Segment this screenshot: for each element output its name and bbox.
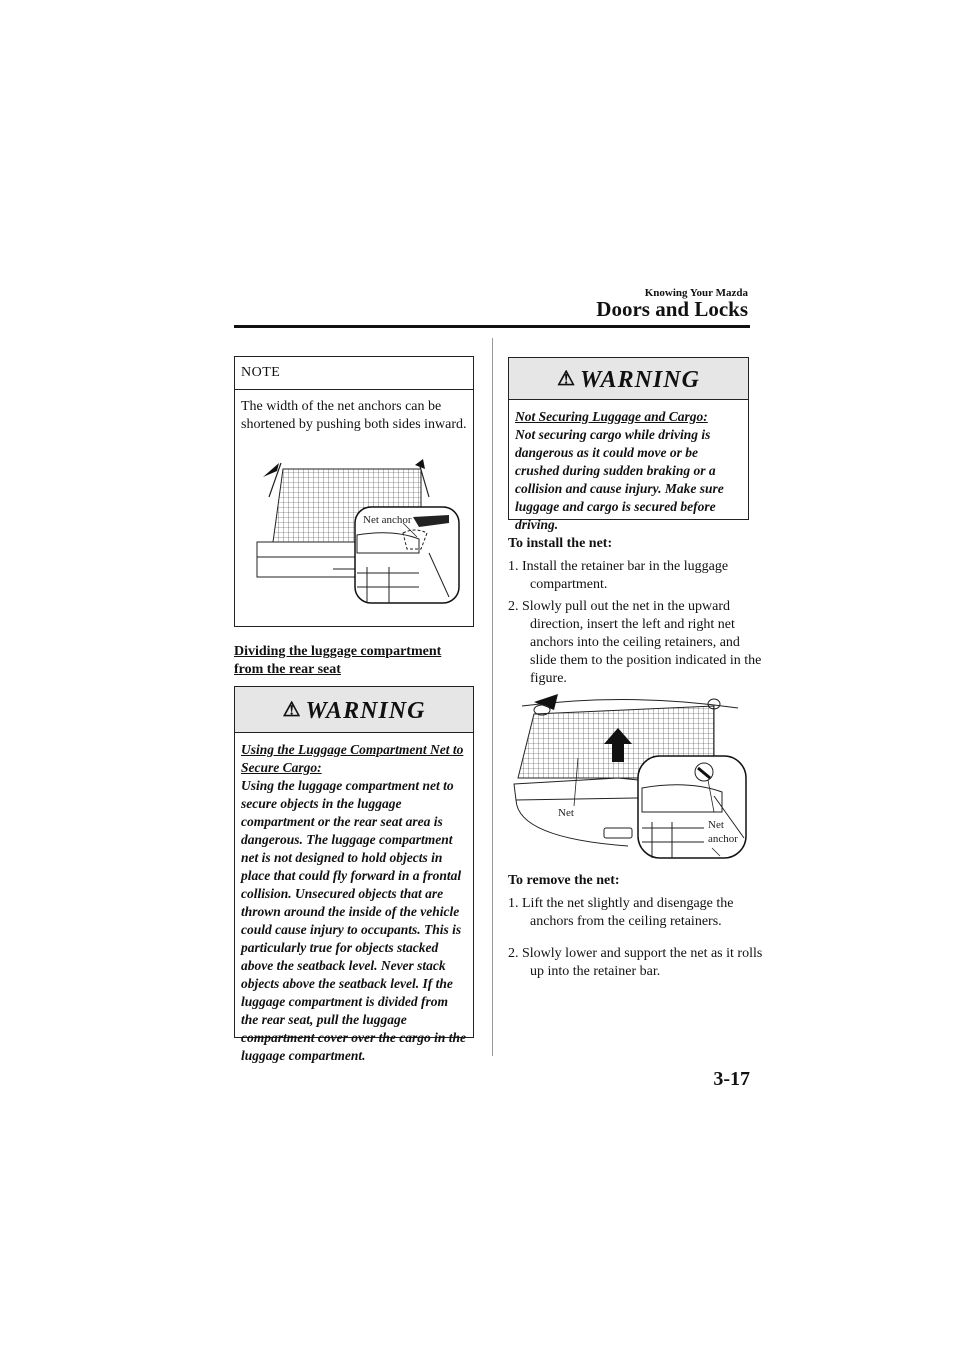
warning-text: Not securing cargo while driving is dangerous as it could move or be crushed during sudden braking or a collision and cause injury. Make sure luggage and cargo is secured before driving. bbox=[515, 427, 724, 532]
page-number: 3-17 bbox=[713, 1068, 750, 1090]
warning-heading: Using the Luggage Compartment Net to Secure Cargo: bbox=[241, 742, 464, 775]
net-label: Net bbox=[558, 807, 574, 819]
warning-triangle-icon: ⚠ bbox=[557, 368, 576, 390]
net-anchor-label-line1: Net bbox=[708, 819, 724, 831]
remove-step-1: 1. Lift the net slightly and disengage the anchors from the ceiling retainers. bbox=[508, 896, 734, 929]
net-install-illustration bbox=[508, 688, 748, 860]
install-step-1: 1. Install the retainer bar in the luggage compartment. bbox=[508, 559, 729, 592]
warning-heading: Not Securing Luggage and Cargo: bbox=[515, 409, 708, 424]
warning-triangle-icon: ⚠ bbox=[282, 699, 302, 721]
warning-title: WARNING bbox=[580, 367, 700, 393]
warning-body bbox=[235, 733, 473, 1073]
page-title: Doors and Locks bbox=[596, 297, 748, 321]
warning-box-left bbox=[234, 686, 474, 1063]
net-anchor-label: Net anchor bbox=[363, 514, 412, 526]
install-heading: To install the net: bbox=[508, 536, 613, 551]
section-label: Knowing Your Mazda bbox=[644, 287, 748, 299]
column-divider bbox=[492, 338, 493, 1056]
net-anchor-label-line2: anchor bbox=[708, 833, 738, 845]
warning-body bbox=[509, 400, 748, 542]
remove-step-2: 2. Slowly lower and support the net as it rolls up into the retainer bar. bbox=[508, 946, 763, 979]
warning-header bbox=[509, 358, 748, 400]
note-text: The width of the net anchors can be shortened by pushing both sides inward. bbox=[241, 399, 467, 432]
net-anchor-illustration bbox=[243, 457, 465, 607]
section-subheading: Dividing the luggage compartment from the rear seat bbox=[234, 644, 442, 677]
warning-header bbox=[235, 687, 473, 733]
note-box bbox=[234, 356, 474, 627]
install-step-2: 2. Slowly pull out the net in the upward direction, insert the left and right net anchors into the ceiling retainers, and slide them to the position indicated in the figure. bbox=[508, 599, 762, 686]
note-label: NOTE bbox=[235, 357, 473, 390]
warning-text: Using the luggage compartment net to secure objects in the luggage compartment or the rear seat area is dangerous. The luggage compartment net is not designed to hold objects in place that could fly forward in a frontal collision. Unsecured objects that are thrown around the inside of the vehicle could cause injury to occupants. This is particularly true for objects stacked above the seatback level. Never stack objects above the seatback level. If the luggage compartment is divided from the rear seat, pull the luggage compartment cover over the cargo in the luggage compartment. bbox=[241, 778, 466, 1063]
warning-box-right bbox=[508, 357, 749, 532]
remove-heading: To remove the net: bbox=[508, 873, 620, 888]
header-rule bbox=[234, 325, 750, 328]
warning-title: WARNING bbox=[305, 698, 426, 724]
